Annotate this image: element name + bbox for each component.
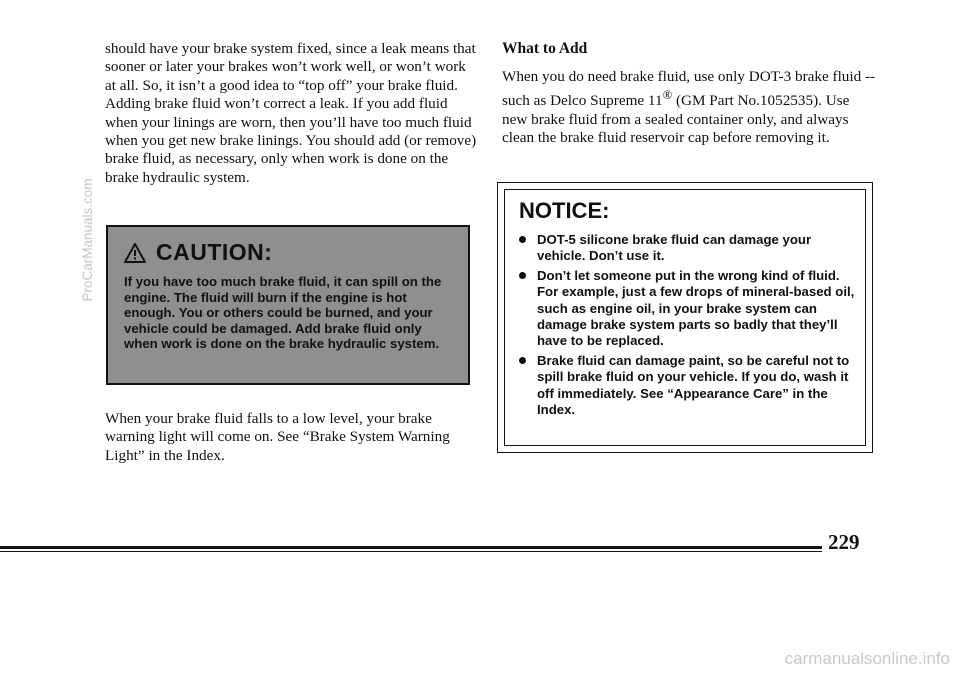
watermark-carmanualsonline: carmanualsonline.info xyxy=(784,649,950,668)
notice-item xyxy=(519,353,855,419)
notice-item xyxy=(519,232,855,265)
watermark-procarmanuals: ProCarManuals.com xyxy=(80,178,95,302)
low-level-section xyxy=(105,410,477,465)
notice-item-text: Brake fluid can damage paint, so be careful not to spill brake fluid on your vehicle. If you do, wash it off immediately. See “Appearance Care” in the Index. xyxy=(537,352,850,418)
registered-mark: ® xyxy=(662,88,673,103)
footer-rule-thin xyxy=(0,551,822,552)
notice-inner xyxy=(504,189,866,446)
what-to-add-text-1: When you do need brake fluid, use only DOT-3 brake fluid -- such as Delco Supreme 11 xyxy=(502,68,876,110)
notice-box xyxy=(497,182,873,453)
notice-list xyxy=(519,232,855,418)
notice-title: NOTICE: xyxy=(519,198,610,223)
page-number: 229 xyxy=(828,530,860,554)
notice-item xyxy=(519,268,855,350)
brake-leak-paragraph: should have your brake system fixed, since a leak means that sooner or later your brakes won’t work well, or won’t work at all. So, it isn’t a good idea to “top off” your brake fluid. Adding brake fluid won’t correct a leak. If you add fluid when your linings are worn, then you’ll have too much fluid when you get new brake linings. You should add (or remove) brake fluid, as necessary, only when work is done on the brake hydraulic system. xyxy=(105,40,477,186)
what-to-add-paragraph xyxy=(502,68,877,148)
caution-box xyxy=(106,225,470,385)
footer-rule-thick xyxy=(0,546,822,549)
notice-item-text: Don’t let someone put in the wrong kind of fluid. For example, just a few drops of mineral-based oil, such as engine oil, in your brake system can damage brake system parts so badly that they’ll have to be replaced. xyxy=(537,267,855,349)
bullet-dot-icon xyxy=(519,236,526,243)
bullet-dot-icon xyxy=(519,357,526,364)
caution-title: CAUTION: xyxy=(156,239,273,265)
left-column xyxy=(105,40,477,187)
bullet-dot-icon xyxy=(519,272,526,279)
what-to-add-text-2: (GM Part No.1052535). Use new brake fluid from a sealed container only, and always clean the brake fluid reservoir cap before removing it. xyxy=(502,92,850,147)
right-column xyxy=(502,40,877,148)
warning-triangle-icon xyxy=(124,243,146,263)
what-to-add-heading: What to Add xyxy=(502,40,588,57)
notice-item-text: DOT-5 silicone brake fluid can damage your vehicle. Don’t use it. xyxy=(537,232,812,264)
caution-heading xyxy=(124,239,454,266)
caution-text: If you have too much brake fluid, it can spill on the engine. The fluid will burn if the engine is hot enough. You or others could be burned, and your vehicle could be damaged. Add brake fluid only when work is done on the brake hydraulic system. xyxy=(124,274,442,352)
low-level-paragraph: When your brake fluid falls to a low level, your brake warning light will come on. See “Brake System Warning Light” in the Index. xyxy=(105,410,450,464)
